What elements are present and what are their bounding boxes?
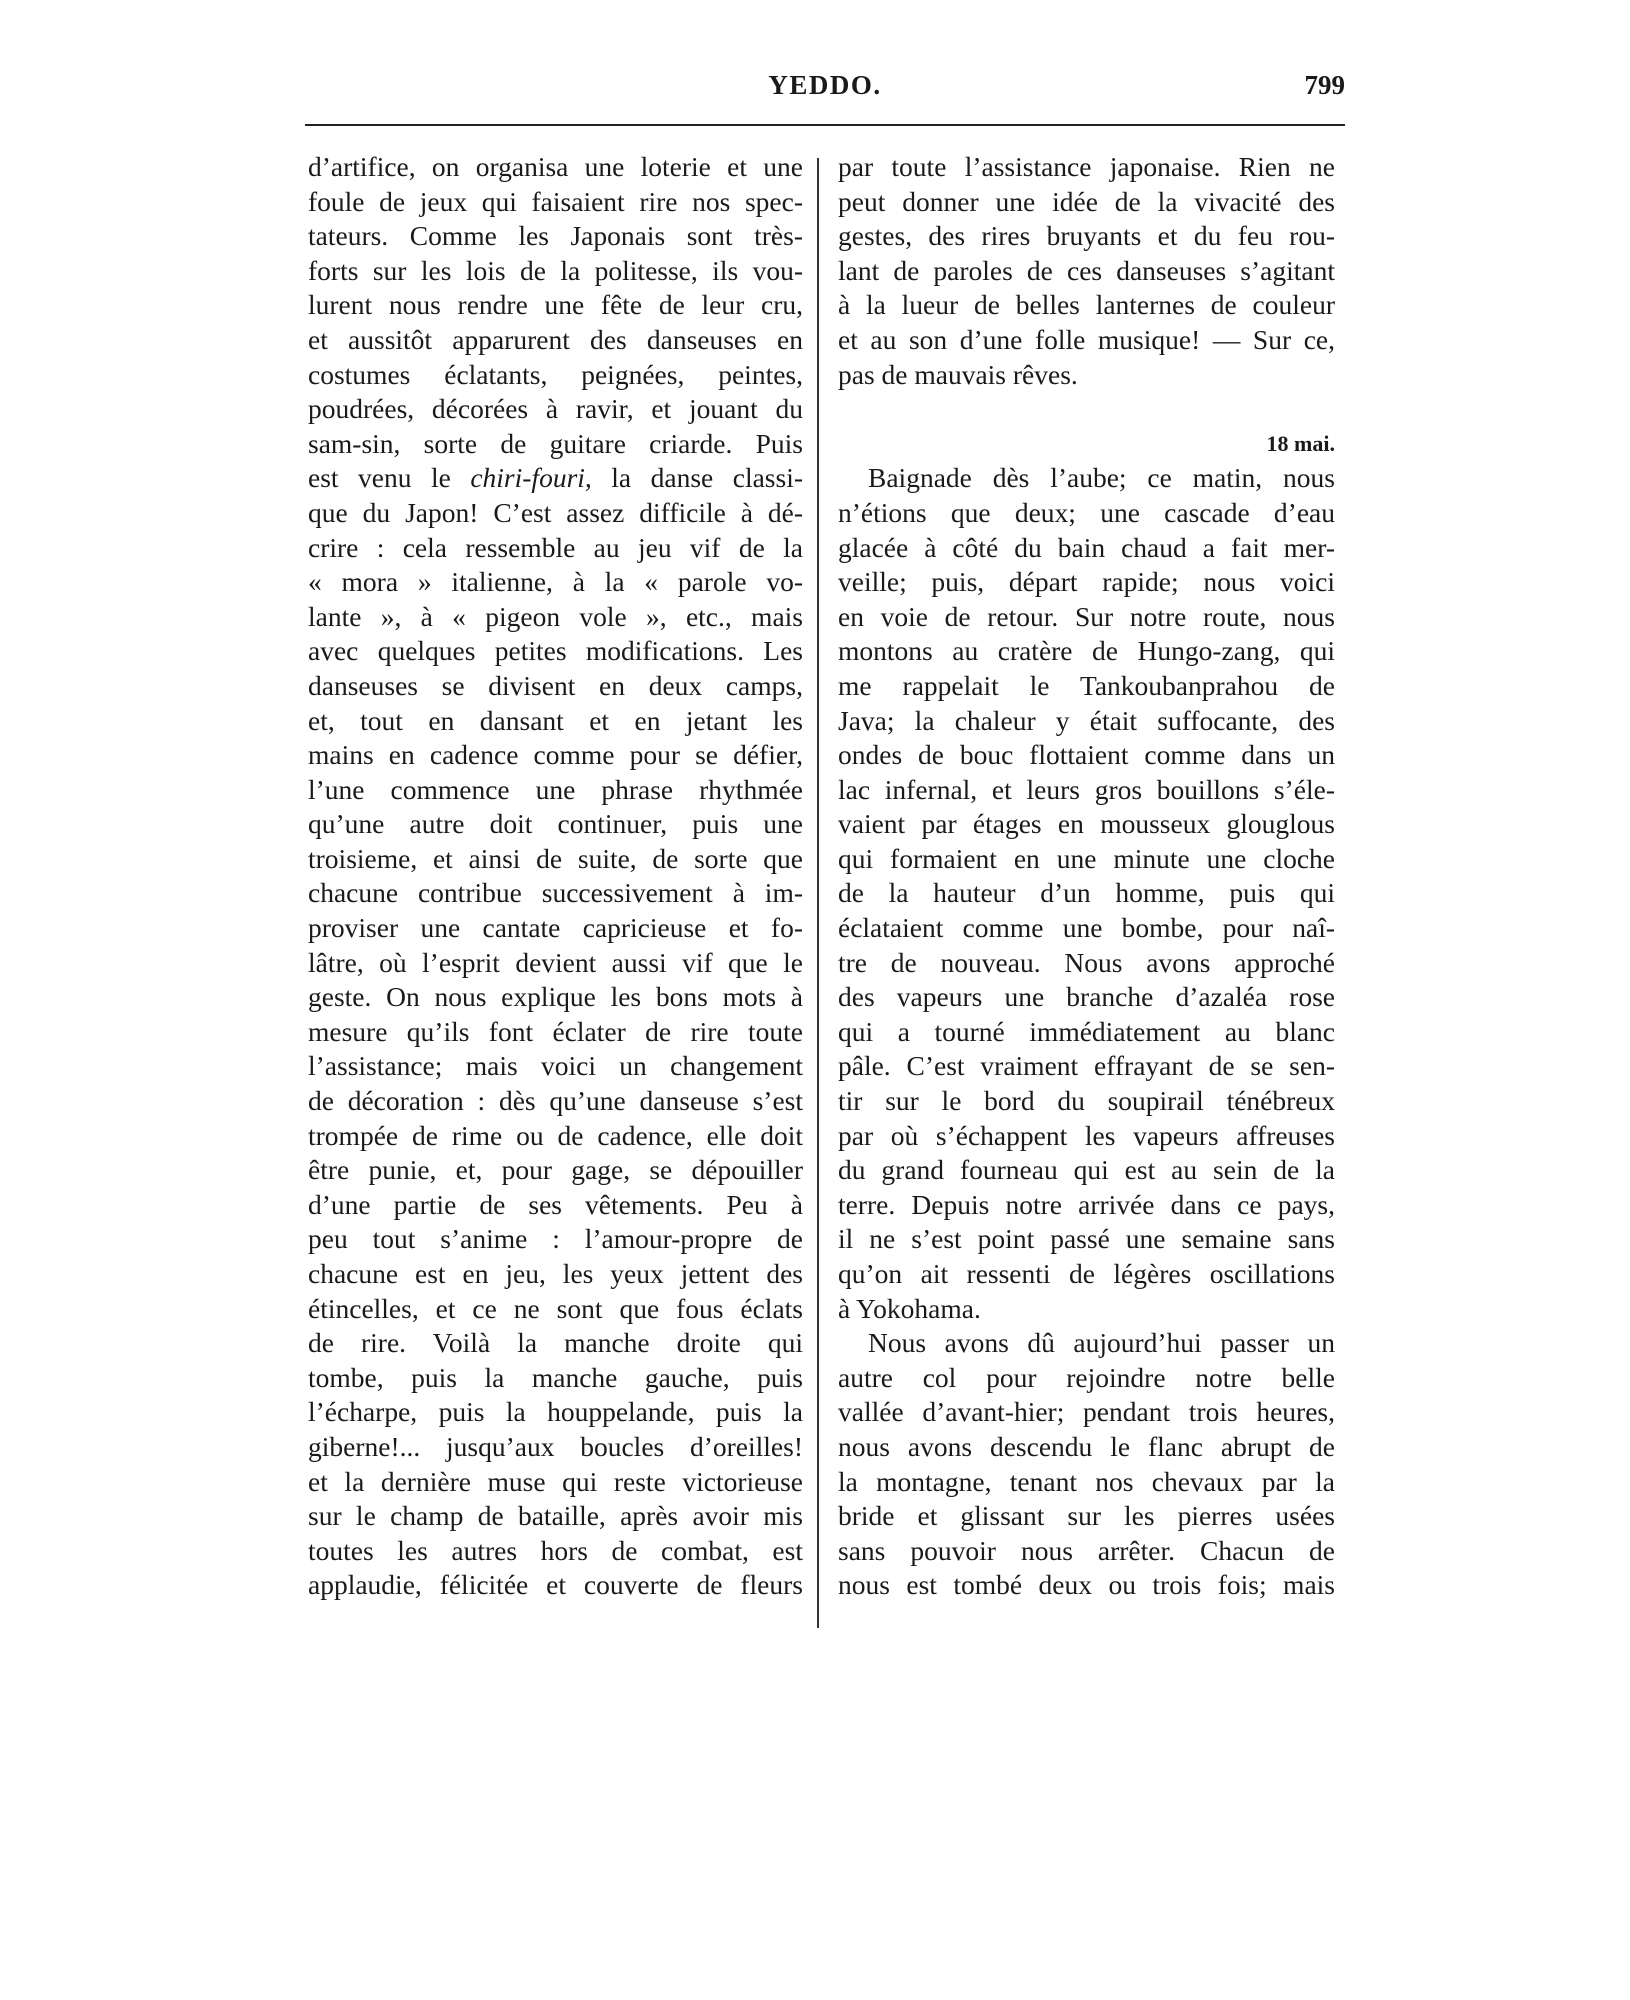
- text-line: vallée d’avant-hier; pendant trois heures,: [838, 1396, 1335, 1428]
- text-line: lant de paroles de ces danseuses s’agitant: [838, 254, 1335, 286]
- text-line: nous est tombé deux ou trois fois; mais: [838, 1569, 1335, 1601]
- text-line: autre col pour rejoindre notre belle: [838, 1361, 1335, 1393]
- text-line: et aussitôt apparurent des danseuses en: [308, 323, 803, 355]
- text-line: qui formaient en une minute une cloche: [838, 842, 1335, 874]
- text-line: geste. On nous explique les bons mots à: [308, 981, 803, 1013]
- text-line: lurent nous rendre une fête de leur cru,: [308, 289, 803, 321]
- text-line: par où s’échappent les vapeurs affreuses: [838, 1119, 1335, 1151]
- text-line: par toute l’assistance japonaise. Rien ne: [838, 151, 1335, 182]
- text-line: n’étions que deux; une cascade d’eau: [838, 496, 1335, 528]
- text-line: tre de nouveau. Nous avons approché: [838, 946, 1335, 978]
- text-line: être punie, et, pour gage, se dépouiller: [308, 1154, 803, 1186]
- text-line: « mora » italienne, à la « parole vo-: [308, 566, 803, 598]
- text-line: sans pouvoir nous arrêter. Chacun de: [838, 1534, 1335, 1566]
- text-line: forts sur les lois de la politesse, ils vou-: [308, 254, 803, 286]
- text-line: proviser une cantate capricieuse et fo-: [308, 912, 803, 944]
- italic-term: chiri-fouri,: [470, 462, 592, 494]
- right-column: [838, 150, 1335, 1603]
- text-line: pâle. C’est vraiment effrayant de se sen-: [838, 1050, 1335, 1082]
- text-line: giberne!... jusqu’aux boucles d’oreilles!: [308, 1430, 803, 1462]
- text-line: tir sur le bord du soupirail ténébreux: [838, 1085, 1335, 1117]
- page-number: 799: [1304, 70, 1345, 100]
- text-line: est venu le chiri-fouri, la danse classi-: [308, 462, 803, 494]
- text-line: l’écharpe, puis la houppelande, puis la: [308, 1396, 803, 1428]
- date-heading: 18 mai.: [1266, 430, 1335, 456]
- text-line: trompée de rime ou de cadence, elle doit: [308, 1119, 803, 1151]
- text-line: lac infernal, et leurs gros bouillons s’éle-: [838, 773, 1335, 805]
- text-line: qu’on ait ressenti de légères oscillations: [838, 1258, 1335, 1289]
- text-line: poudrées, décorées à ravir, et jouant du: [308, 393, 803, 425]
- text-line: foule de jeux qui faisaient rire nos spec-: [308, 185, 803, 217]
- text-line: du grand fourneau qui est au sein de la: [838, 1154, 1335, 1186]
- text-line: à Yokohama.: [838, 1292, 981, 1324]
- text-line: l’assistance; mais voici un changement: [308, 1050, 803, 1082]
- text-line: troisieme, et ainsi de suite, de sorte que: [308, 842, 803, 874]
- text-line: mains en cadence comme pour se défier,: [308, 739, 803, 771]
- text-line: chacune contribue successivement à im-: [308, 877, 803, 909]
- text-line: et au son d’une folle musique! — Sur ce,: [838, 323, 1335, 355]
- text-line: crire : cela ressemble au jeu vif de la: [308, 531, 803, 563]
- text-line: chacune est en jeu, les yeux jettent des: [308, 1258, 803, 1289]
- text-line: que du Japon! C’est assez difficile à dé-: [308, 496, 803, 528]
- text-line: à la lueur de belles lanternes de couleur: [838, 289, 1335, 321]
- text-line: sur le champ de bataille, après avoir mis: [308, 1500, 803, 1532]
- running-header: [305, 70, 1345, 110]
- text-line: Baignade dès l’aube; ce matin, nous: [868, 462, 1335, 494]
- header-rule: [305, 124, 1345, 126]
- running-title: YEDDO.: [768, 70, 882, 100]
- text-line: bride et glissant sur les pierres usées: [838, 1500, 1335, 1532]
- text-line: pas de mauvais rêves.: [838, 358, 1078, 390]
- text-line: danseuses se divisent en deux camps,: [308, 669, 803, 701]
- text-line: de la hauteur d’un homme, puis qui: [838, 877, 1335, 909]
- text-line: tateurs. Comme les Japonais sont très-: [308, 220, 803, 252]
- text-line: nous avons descendu le flanc abrupt de: [838, 1430, 1335, 1462]
- text-line: qu’une autre doit continuer, puis une: [308, 808, 803, 840]
- text-line: lâtre, où l’esprit devient aussi vif que le: [308, 946, 803, 978]
- text-line: vaient par étages en mousseux glouglous: [838, 808, 1335, 840]
- text-line: gestes, des rires bruyants et du feu rou-: [838, 220, 1335, 252]
- column-divider: [817, 158, 819, 1628]
- text-line: tombe, puis la manche gauche, puis: [308, 1361, 803, 1393]
- text-line: me rappelait le Tankoubanprahou de: [838, 669, 1335, 701]
- text-line: lante », à « pigeon vole », etc., mais: [308, 600, 803, 632]
- text-line: avec quelques petites modifications. Les: [308, 635, 803, 667]
- text-line: d’artifice, on organisa une loterie et une: [308, 151, 803, 182]
- text-line: éclataient comme une bombe, pour naî-: [838, 912, 1335, 944]
- text-line: d’une partie de ses vêtements. Peu à: [308, 1188, 803, 1220]
- text-line: toutes les autres hors de combat, est: [308, 1534, 803, 1566]
- text-line: des vapeurs une branche d’azaléa rose: [838, 981, 1335, 1013]
- text-line: et la dernière muse qui reste victorieuse: [308, 1465, 803, 1497]
- text-line: sam-sin, sorte de guitare criarde. Puis: [308, 427, 803, 459]
- text-line: de décoration : dès qu’une danseuse s’est: [308, 1085, 803, 1117]
- text-line: étincelles, et ce ne sont que fous éclats: [308, 1292, 803, 1324]
- text-line: et, tout en dansant et en jetant les: [308, 704, 803, 736]
- text-line: en voie de retour. Sur notre route, nous: [838, 600, 1335, 632]
- text-line: veille; puis, départ rapide; nous voici: [838, 566, 1335, 598]
- text-line: mesure qu’ils font éclater de rire toute: [308, 1015, 803, 1047]
- text-line: terre. Depuis notre arrivée dans ce pays,: [838, 1188, 1335, 1220]
- paragraph-spacer: [838, 392, 1335, 427]
- text-line: l’une commence une phrase rhythmée: [308, 773, 803, 805]
- text-line: peu tout s’anime : l’amour-propre de: [308, 1223, 803, 1255]
- text-line: applaudie, félicitée et couverte de fleurs: [308, 1569, 803, 1601]
- text-line: la montagne, tenant nos chevaux par la: [838, 1465, 1335, 1497]
- text-line: glacée à côté du bain chaud a fait mer-: [838, 531, 1335, 563]
- text-line: Java; la chaleur y était suffocante, des: [838, 704, 1335, 736]
- text-line: ondes de bouc flottaient comme dans un: [838, 739, 1335, 771]
- left-column: [308, 150, 803, 1603]
- text-line: il ne s’est point passé une semaine sans: [838, 1223, 1335, 1255]
- text-line: peut donner une idée de la vivacité des: [838, 185, 1335, 217]
- text-line: montons au cratère de Hungo-zang, qui: [838, 635, 1335, 667]
- text-line: qui a tourné immédiatement au blanc: [838, 1015, 1335, 1047]
- text-line: de rire. Voilà la manche droite qui: [308, 1327, 803, 1359]
- text-line: Nous avons dû aujourd’hui passer un: [868, 1327, 1335, 1359]
- text-line: costumes éclatants, peignées, peintes,: [308, 358, 803, 390]
